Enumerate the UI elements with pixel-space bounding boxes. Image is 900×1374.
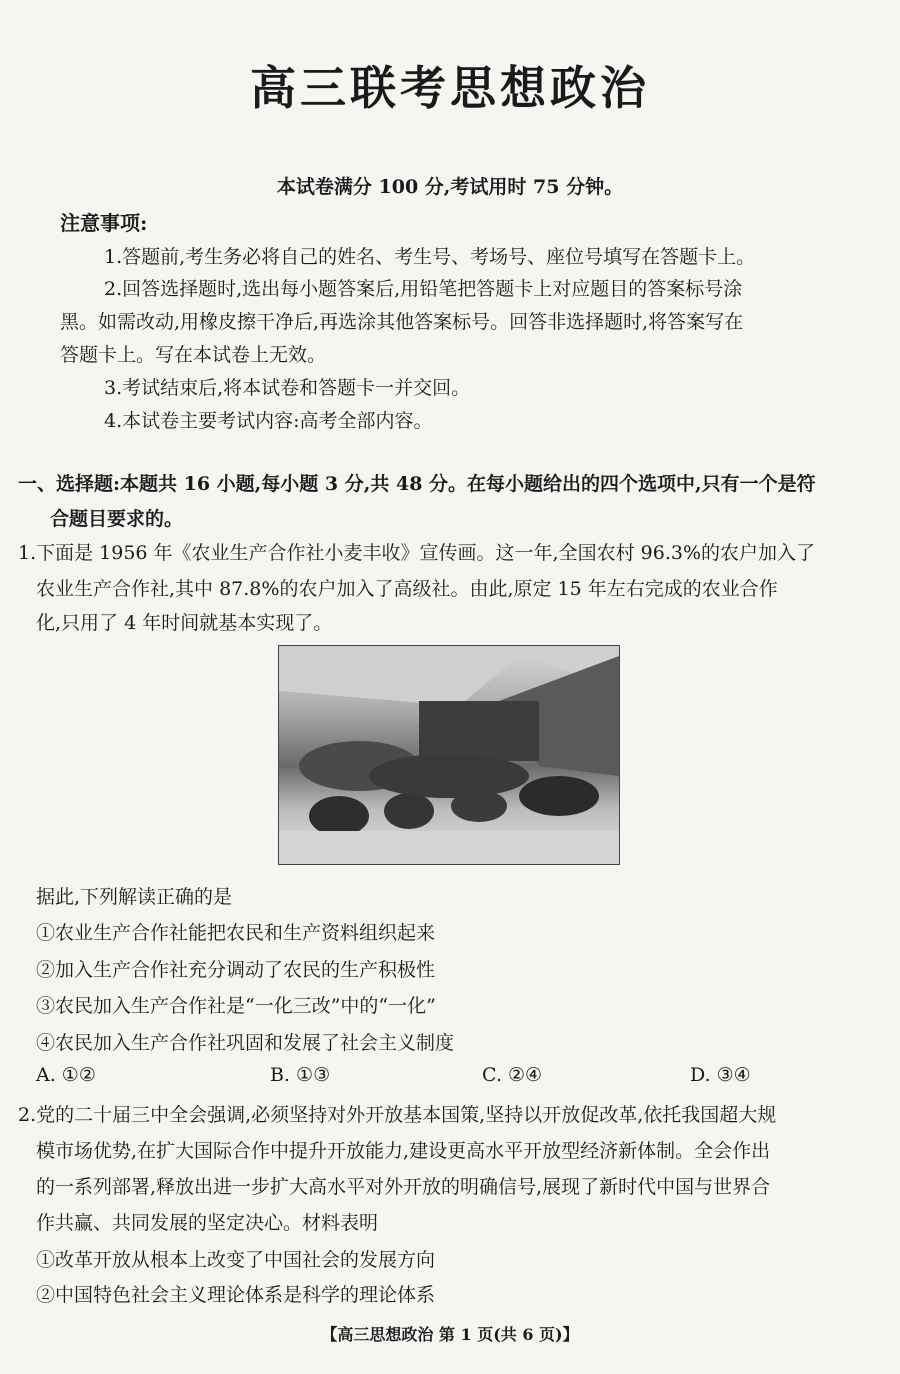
- notice-item: 答题卡上。写在本试卷上无效。: [60, 344, 327, 366]
- option-c[interactable]: C. ②④: [482, 1064, 543, 1086]
- option-b[interactable]: B. ①③: [270, 1064, 331, 1086]
- question-1-prompt: 据此,下列解读正确的是: [36, 886, 233, 908]
- question-2-stem: 的一系列部署,释放出进一步扩大高水平对外开放的明确信号,展现了新时代中国与世界合: [36, 1176, 771, 1198]
- statement: ②加入生产合作社充分调动了农民的生产积极性: [36, 959, 436, 981]
- notice-item: 2.回答选择题时,选出每小题答案后,用铅笔把答题卡上对应题目的答案标号涂: [104, 278, 743, 300]
- notice-item: 3.考试结束后,将本试卷和答题卡一并交回。: [104, 377, 471, 399]
- propaganda-painting-image: [278, 645, 620, 865]
- notice-heading: 注意事项:: [60, 211, 148, 235]
- page-footer: 【高三思想政治 第 1 页(共 6 页)】: [321, 1325, 579, 1344]
- question-2-stem: 2.党的二十届三中全会强调,必须坚持对外开放基本国策,坚持以开放促改革,依托我国超大规: [18, 1104, 777, 1126]
- notice-item: 4.本试卷主要考试内容:高考全部内容。: [104, 410, 433, 432]
- notice-item: 黑。如需改动,用橡皮擦干净后,再选涂其他答案标号。回答非选择题时,将答案写在: [60, 311, 744, 333]
- page-title: 高三联考思想政治: [250, 61, 650, 115]
- question-1-stem: 农业生产合作社,其中 87.8%的农户加入了高级社。由此,原定 15 年左右完成的农业合作: [36, 578, 778, 600]
- exam-info: 本试卷满分 100 分,考试用时 75 分钟。: [276, 176, 624, 198]
- section-heading: 一、选择题:本题共 16 小题,每小题 3 分,共 48 分。在每小题给出的四个选项中,只有一个是符: [18, 473, 816, 495]
- statement: ④农民加入生产合作社巩固和发展了社会主义制度: [36, 1032, 455, 1054]
- section-heading-cont: 合题目要求的。: [50, 508, 184, 530]
- question-1-stem: 1.下面是 1956 年《农业生产合作社小麦丰收》宣传画。这一年,全国农村 96.3%的农户加入了: [18, 542, 816, 564]
- question-2-stem: 模市场优势,在扩大国际合作中提升开放能力,建设更高水平开放型经济新体制。全会作出: [36, 1140, 771, 1162]
- statement: ①改革开放从根本上改变了中国社会的发展方向: [36, 1249, 436, 1271]
- option-a[interactable]: A. ①②: [36, 1064, 96, 1086]
- statement: ①农业生产合作社能把农民和生产资料组织起来: [36, 922, 436, 944]
- statement: ②中国特色社会主义理论体系是科学的理论体系: [36, 1284, 436, 1306]
- question-2-stem: 作共赢、共同发展的坚定决心。材料表明: [36, 1212, 379, 1234]
- option-d[interactable]: D. ③④: [690, 1064, 751, 1086]
- statement: ③农民加入生产合作社是“一化三改”中的“一化”: [36, 995, 436, 1017]
- notice-item: 1.答题前,考生务必将自己的姓名、考生号、考场号、座位号填写在答题卡上。: [104, 246, 756, 268]
- question-1-stem: 化,只用了 4 年时间就基本实现了。: [36, 612, 333, 634]
